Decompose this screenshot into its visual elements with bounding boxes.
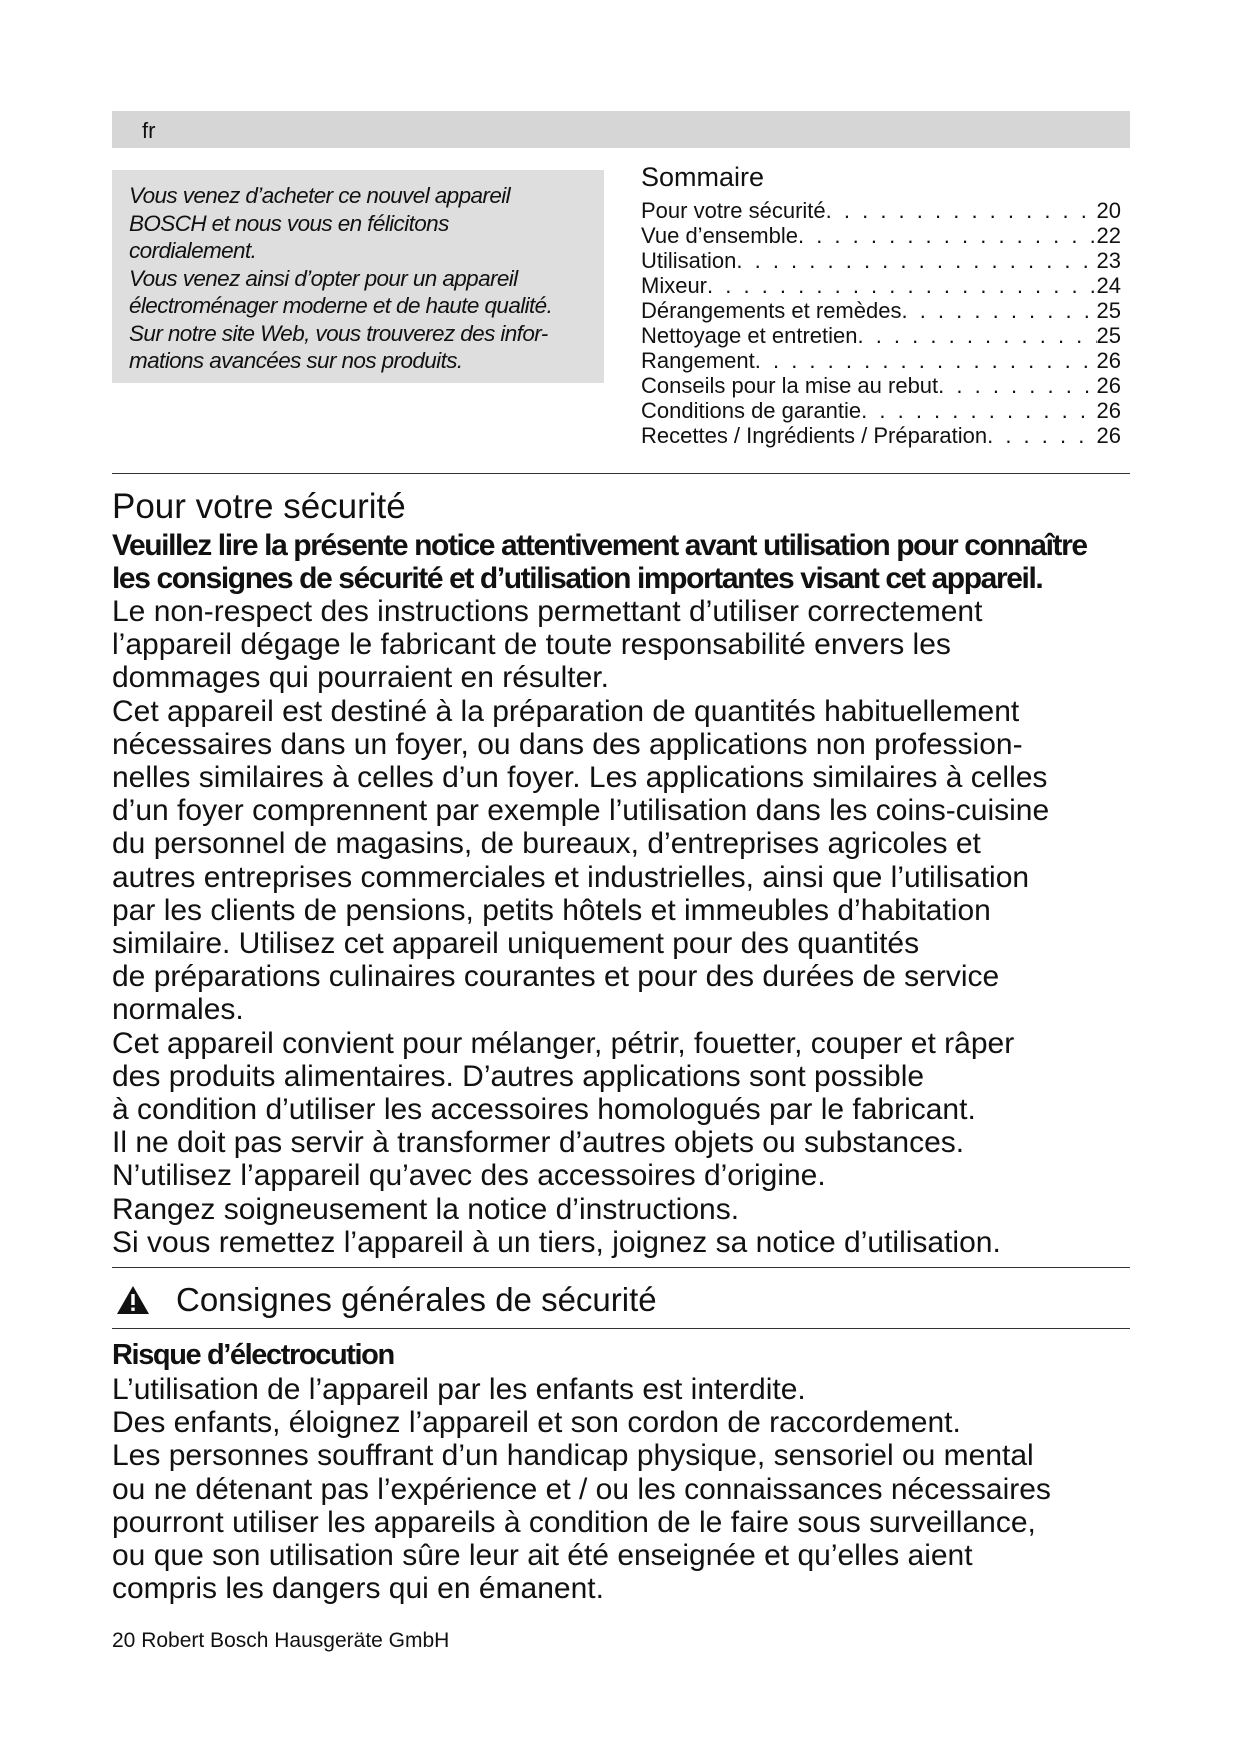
body-line: nelles similaires à celles d’un foyer. Les applications similaires à celles [112, 761, 1048, 795]
safety-section [112, 485, 1142, 1259]
body-line: Cet appareil convient pour mélanger, pétrir, fouetter, couper et râper [112, 1026, 1015, 1060]
body-line: Si vous remettez l’appareil à un tiers, joignez sa notice d’utilisation. [112, 1225, 1001, 1259]
table-of-contents [641, 160, 1121, 448]
toc-label: Conseils pour la mise au rebut [641, 373, 939, 398]
intro-line: BOSCH et nous vous en félicitons [129, 210, 449, 236]
body-line: des produits alimentaires. D’autres applications sont possible [112, 1059, 925, 1093]
warning-triangle-icon [116, 1285, 150, 1315]
body-line: par les clients de pensions, petits hôtels et immeubles d’habitation [112, 893, 991, 927]
toc-entry [641, 323, 1121, 348]
body-line: du personnel de magasins, de bureaux, d’entreprises agricoles et [112, 827, 981, 861]
toc-leader [798, 223, 1097, 248]
toc-page: 24 [1096, 273, 1121, 298]
intro-line: mations avancées sur nos produits. [129, 348, 463, 373]
body-line: ou que son utilisation sûre leur ait été enseignée et qu’elles aient [112, 1539, 973, 1573]
body-line: Il ne doit pas servir à transformer d’autres objets ou substances. [112, 1126, 965, 1160]
toc-label: Recettes / Ingrédients / Préparation [641, 423, 988, 448]
toc-leader [987, 423, 1096, 448]
general-safety-section [112, 1278, 1142, 1605]
subheading: Risque d’électrocution [112, 1339, 394, 1371]
lead-line: Veuillez lire la présente notice attentivement avant utilisation pour connaître [112, 529, 1087, 562]
intro-line: cordialement. [129, 238, 257, 263]
toc-label: Vue d’ensemble [641, 223, 798, 248]
toc-leader [901, 298, 1096, 323]
toc-entry [641, 348, 1121, 373]
toc-label: Mixeur [641, 273, 708, 298]
toc-entry [641, 298, 1121, 323]
body-line: nécessaires dans un foyer, ou dans des applications non profession- [112, 727, 1023, 761]
body-line: normales. [112, 993, 244, 1027]
toc-label: Nettoyage et entretien [641, 323, 858, 348]
toc-entry [641, 398, 1121, 423]
body-line: l’appareil dégage le fabricant de toute responsabilité envers les [112, 628, 951, 662]
body-line: pourront utiliser les appareils à condition de le faire sous surveillance, [112, 1505, 1036, 1539]
general-safety-title: Consignes générales de sécurité [176, 1281, 657, 1318]
body-line: dommages qui pourraient en résulter. [112, 661, 609, 695]
body-line: de préparations culinaires courantes et pour des durées de service [112, 960, 1000, 994]
toc-entry [641, 373, 1121, 398]
body-line: similaire. Utilisez cet appareil uniquement pour des quantités [112, 927, 920, 961]
body-line: autres entreprises commerciales et industrielles, ainsi que l’utilisation [112, 860, 1030, 894]
language-code: fr [142, 118, 156, 143]
intro-line: électroménager moderne et de haute qualité. [129, 293, 553, 318]
toc-label: Dérangements et remèdes [641, 298, 902, 323]
toc-entry [641, 223, 1121, 248]
body-line: Les personnes souffrant d’un handicap physique, sensoriel ou mental [112, 1439, 1034, 1473]
toc-leader [707, 273, 1097, 298]
toc-leader [736, 248, 1096, 273]
section-divider [112, 1267, 1130, 1268]
toc-entry [641, 423, 1121, 448]
toc-entry [641, 273, 1121, 298]
body-line: ou ne détenant pas l’expérience et / ou les connaissances nécessaires [112, 1472, 1051, 1506]
toc-page: 25 [1096, 298, 1121, 323]
toc-page: 23 [1096, 248, 1121, 273]
toc-leader [826, 198, 1097, 223]
toc-leader [938, 373, 1096, 398]
body-line: Le non-respect des instructions permettant d’utiliser correctement [112, 595, 983, 628]
body-line: L’utilisation de l’appareil par les enfants est interdite. [112, 1373, 806, 1406]
toc-title: Sommaire [641, 162, 765, 192]
toc-page: 22 [1096, 223, 1121, 248]
toc-leader [861, 398, 1096, 423]
toc-page: 26 [1096, 398, 1121, 423]
toc-page: 26 [1096, 348, 1121, 373]
section-divider [112, 473, 1130, 474]
body-line: d’un foyer comprennent par exemple l’utilisation dans les coins-cuisine [112, 794, 1050, 828]
intro-line: Sur notre site Web, vous trouverez des infor- [129, 320, 548, 346]
toc-page: 26 [1096, 423, 1121, 448]
toc-page: 25 [1096, 323, 1121, 348]
lead-line: les consignes de sécurité et d’utilisation importantes visant cet appareil. [112, 562, 1043, 595]
intro-line: Vous venez d’acheter ce nouvel appareil [129, 183, 511, 208]
intro-line: Vous venez ainsi d’opter pour un appareil [129, 265, 518, 291]
general-safety-heading [112, 1278, 1142, 1322]
toc-page: 26 [1096, 373, 1121, 398]
language-bar [112, 111, 1130, 148]
toc-label: Utilisation [641, 248, 737, 273]
section-title: Pour votre sécurité [112, 487, 406, 526]
body-line: N’utilisez l’appareil qu’avec des accessoires d’origine. [112, 1159, 826, 1193]
body-line: Des enfants, éloignez l’appareil et son cordon de raccordement. [112, 1406, 961, 1440]
toc-page: 20 [1096, 198, 1121, 223]
section-divider [112, 1328, 1130, 1329]
page-footer: 20 Robert Bosch Hausgeräte GmbH [112, 1629, 450, 1652]
body-line: à condition d’utiliser les accessoires homologués par le fabricant. [112, 1093, 976, 1127]
intro-box [112, 170, 604, 383]
toc-label: Pour votre sécurité [641, 198, 826, 223]
toc-leader [857, 323, 1096, 348]
toc-leader [755, 348, 1097, 373]
body-line: Rangez soigneusement la notice d’instructions. [112, 1192, 740, 1226]
body-line: compris les dangers qui en émanent. [112, 1572, 604, 1606]
toc-entry [641, 198, 1121, 223]
toc-entry [641, 248, 1121, 273]
body-line: Cet appareil est destiné à la préparation de quantités habituellement [112, 694, 1020, 728]
toc-label: Conditions de garantie [641, 398, 862, 423]
toc-label: Rangement [641, 348, 755, 373]
